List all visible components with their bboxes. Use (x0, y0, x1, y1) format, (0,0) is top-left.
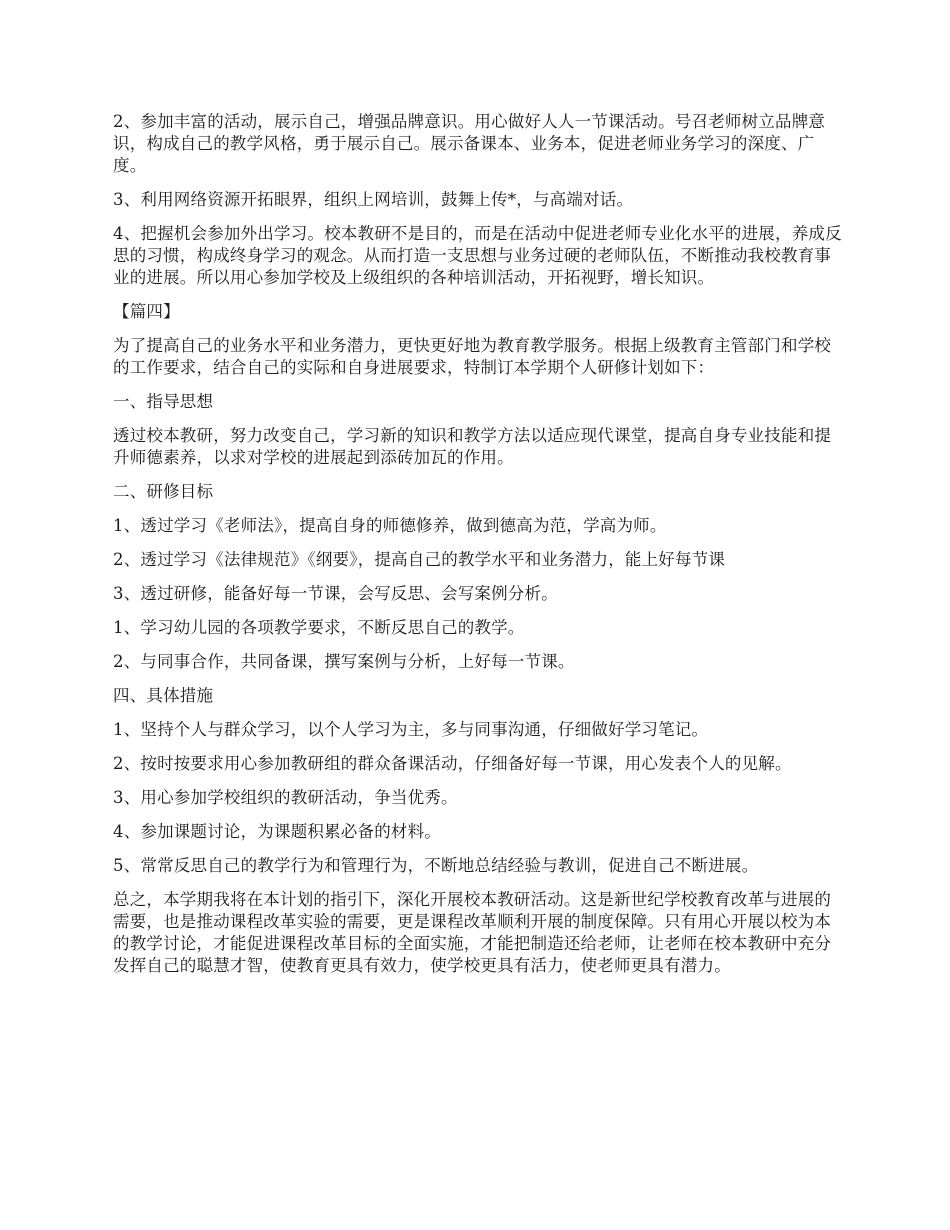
list-item: 1、坚持个人与群众学习，以个人学习为主，多与同事沟通，仔细做好学习笔记。 (113, 720, 709, 739)
section-heading: 一、指导思想 (113, 392, 214, 411)
list-item: 5、常常反思自己的教学行为和管理行为，不断地总结经验与教训，促进自己不断进展。 (113, 856, 759, 875)
paragraph: 3、利用网络资源开拓眼界，组织上网培训，鼓舞上传*，与高端对话。 (113, 190, 634, 209)
section-heading: 二、研修目标 (113, 482, 214, 501)
section-heading: 【篇四】 (113, 302, 180, 321)
list-item: 2、与同事合作，共同备课，撰写案例与分析，上好每一节课。 (113, 652, 575, 671)
paragraph: 为了提高自己的业务水平和业务潜力，更快更好地为教育教学服务。根据上级教育主管部门和学校的工作要求，结合自己的实际和自身进展要求，特制订本学期个人研修计划如下： (113, 336, 832, 377)
list-item: 3、透过研修，能备好每一节课，会写反思、会写案例分析。 (113, 584, 558, 603)
list-item: 2、透过学习《法律规范》《纲要》，提高自己的教学水平和业务潜力，能上好每节课 (113, 550, 726, 569)
section-heading: 四、具体措施 (113, 686, 214, 705)
list-item: 2、按时按要求用心参加教研组的群众备课活动，仔细备好每一节课，用心发表个人的见解。 (113, 754, 792, 773)
list-item: 1、学习幼儿园的各项教学要求，不断反思自己的教学。 (113, 618, 525, 637)
paragraph: 4、把握机会参加外出学习。校本教研不是目的，而是在活动中促进老师专业化水平的进展，养成反思的习惯，构成终身学习的观念。从而打造一支思想与业务过硬的老师队伍，不断推动我校教育事业的进展。所以用心参加学校及上级组织的各种培训活动，开拓视野，增长知识。 (113, 224, 842, 287)
paragraph: 透过校本教研，努力改变自己，学习新的知识和教学方法以适应现代课堂，提高自身专业技能和提升师德素养，以求对学校的进展起到添砖加瓦的作用。 (113, 426, 832, 467)
list-item: 4、参加课题讨论，为课题积累必备的材料。 (113, 822, 441, 841)
list-item: 1、透过学习《老师法》，提高自身的师德修养，做到德高为范，学高为师。 (113, 516, 667, 535)
conclusion-paragraph: 总之，本学期我将在本计划的指引下，深化开展校本教研活动。这是新世纪学校教育改革与进展的需要，也是推动课程改革实验的需要，更是课程改革顺利开展的制度保障。只有用心开展以校为本的教学讨论，才能促进课程改革目标的全面实施，才能把制造还给老师，让老师在校本教研中充分发挥自己的聪慧才智，使教育更具有效力，使学校更具有活力，使老师更具有潜力。 (113, 890, 832, 975)
list-item: 3、用心参加学校组织的教研活动，争当优秀。 (113, 788, 458, 807)
document-body (113, 111, 843, 989)
paragraph: 2、参加丰富的活动，展示自己，增强品牌意识。用心做好人人一节课活动。号召老师树立品牌意识，构成自己的教学风格，勇于展示自己。展示备课本、业务本，促进老师业务学习的深度、广度。 (113, 112, 826, 175)
